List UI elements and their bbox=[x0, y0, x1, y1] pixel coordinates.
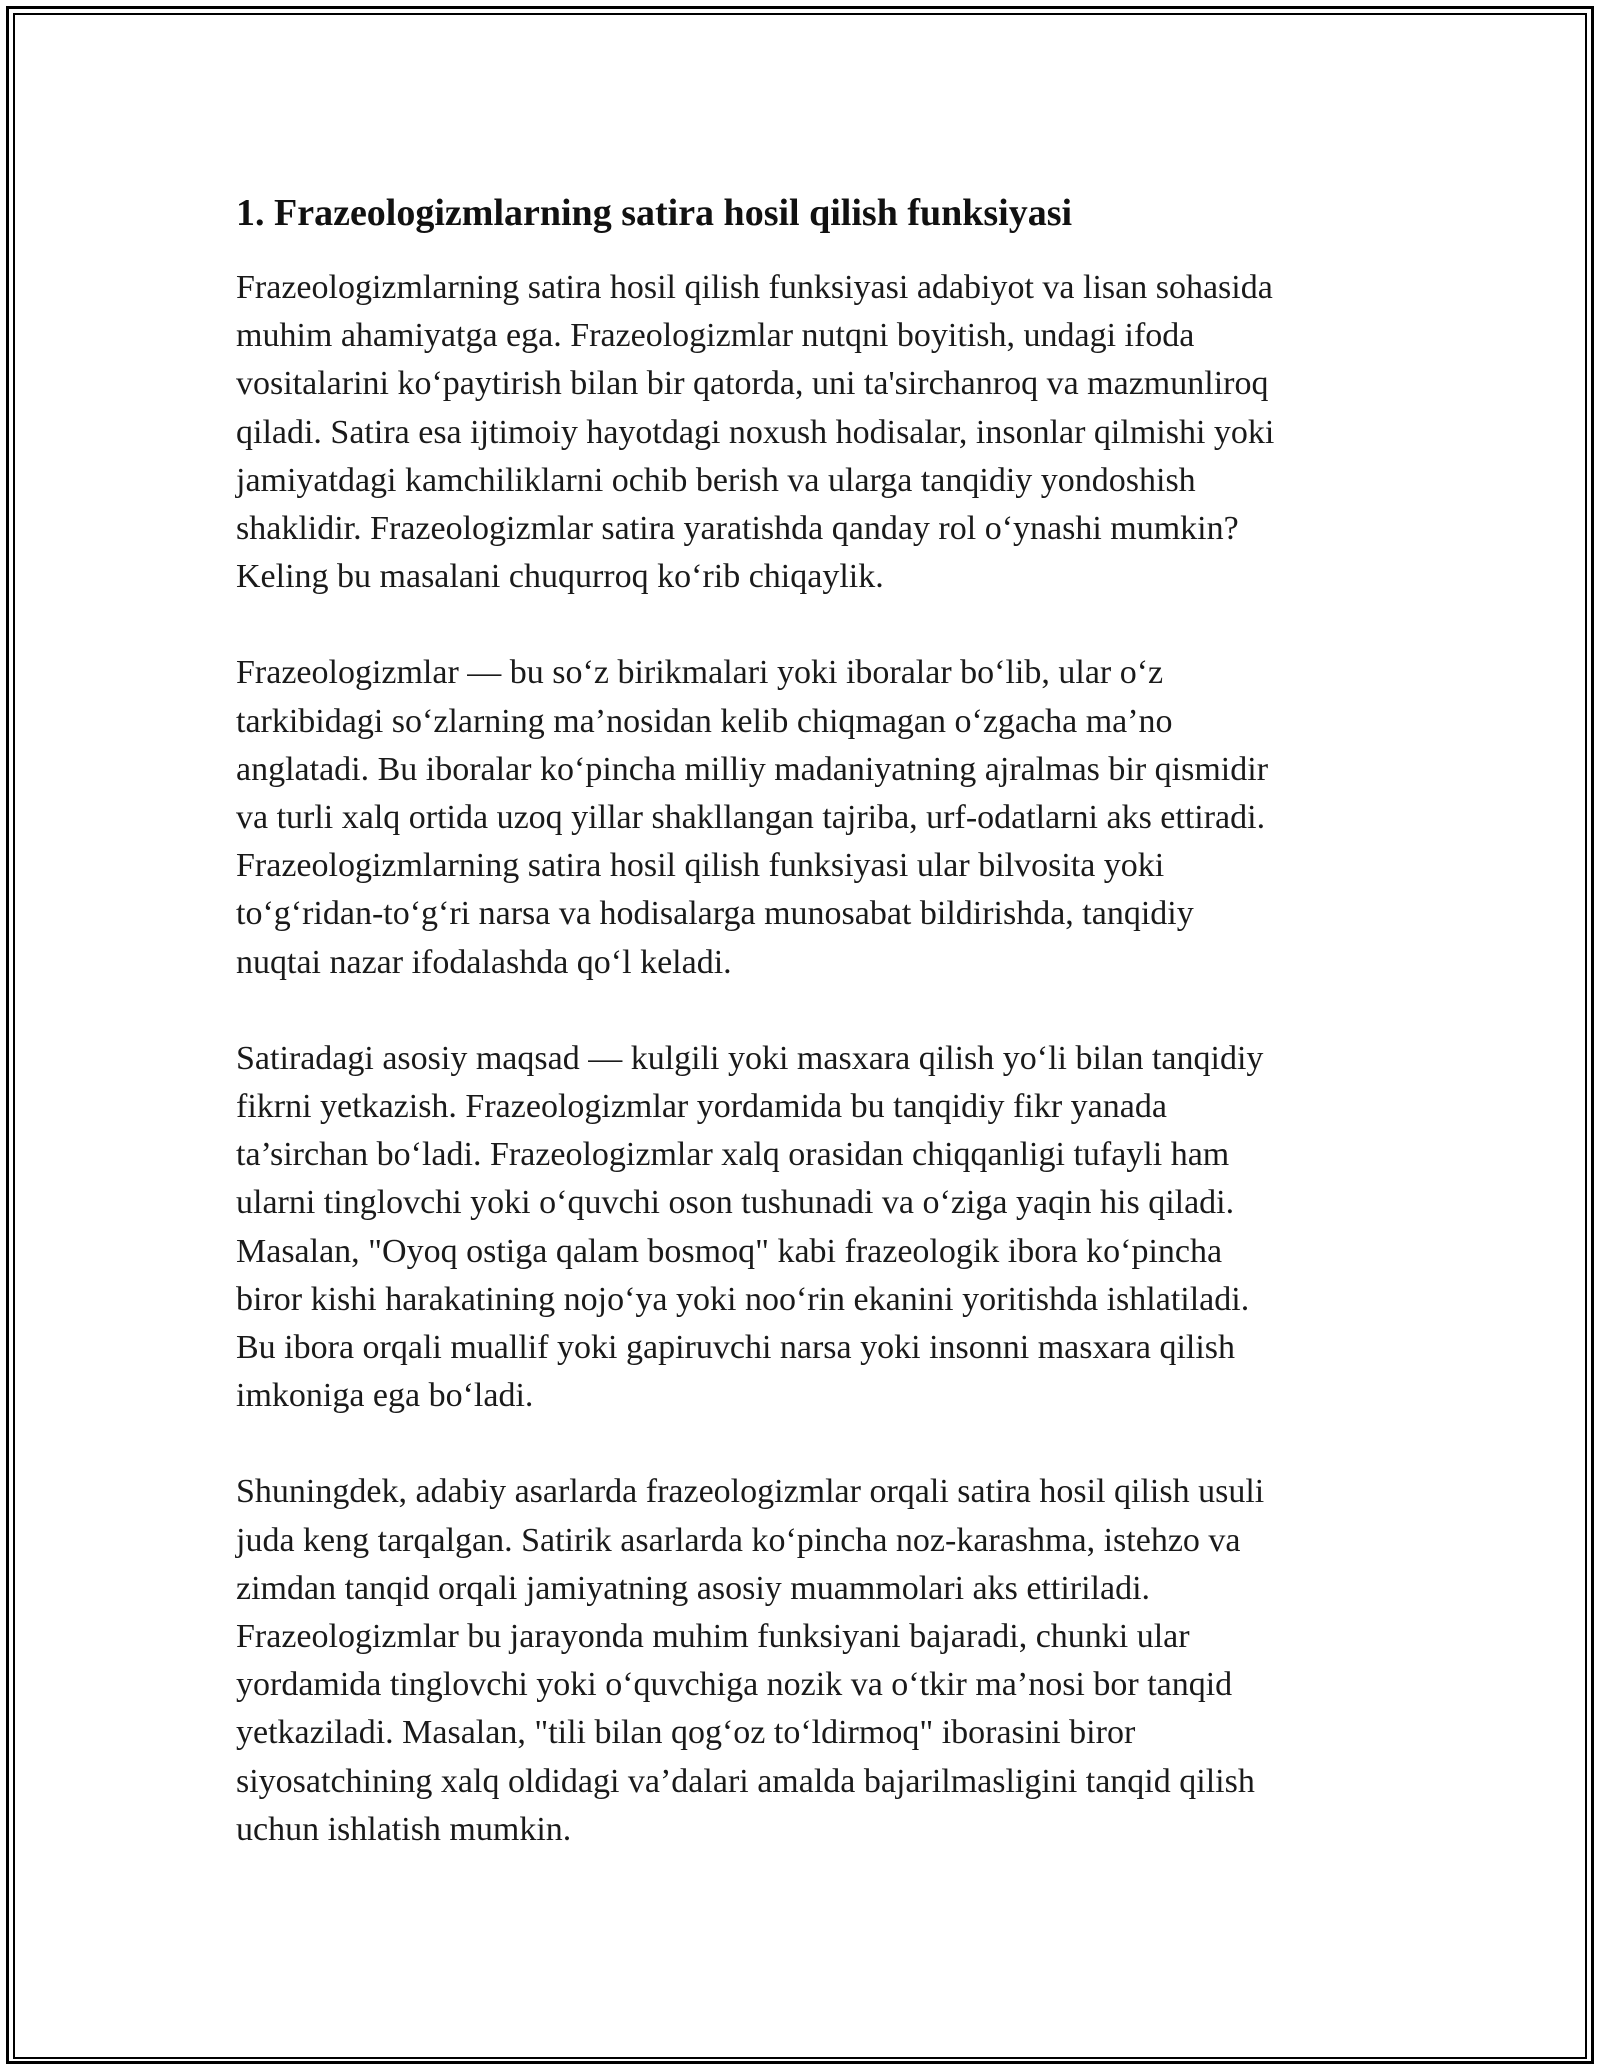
text-line: Masalan, "Oyoq ostiga qalam bosmoq" kabi frazeologik ibora ko‘pincha bbox=[236, 1232, 1223, 1270]
text-line: Shuningdek, adabiy asarlarda frazeologizmlar orqali satira hosil qilish usuli bbox=[236, 1473, 1265, 1511]
text-line: imkoniga ega bo‘ladi. bbox=[236, 1377, 534, 1415]
text-line: Frazeologizmlarning satira hosil qilish funksiyasi ular bilvosita yoki bbox=[236, 847, 1165, 885]
text-line: fikrni yetkazish. Frazeologizmlar yordamida bu tanqidiy fikr yanada bbox=[236, 1088, 1167, 1126]
text-line: muhim ahamiyatga ega. Frazeologizmlar nutqni boyitish, undagi ifoda bbox=[236, 317, 1195, 355]
section-heading: 1. Frazeologizmlarning satira hosil qilish funksiyasi bbox=[236, 192, 1073, 234]
text-line: uchun ishlatish mumkin. bbox=[236, 1810, 572, 1848]
text-line: Bu ibora orqali muallif yoki gapiruvchi narsa yoki insonni masxara qilish bbox=[236, 1329, 1236, 1367]
text-line: yetkaziladi. Masalan, "tili bilan qog‘oz to‘ldirmoq" iborasini biror bbox=[236, 1714, 1136, 1752]
paragraph-literary-works bbox=[236, 1468, 1386, 1854]
text-line: tarkibidagi so‘zlarning ma’nosidan kelib chiqmagan o‘zgacha ma’no bbox=[236, 702, 1173, 740]
text-line: yordamida tinglovchi yoki o‘quvchiga nozik va o‘tkir ma’nosi bor tanqid bbox=[236, 1666, 1233, 1704]
paragraph-intro bbox=[236, 264, 1386, 601]
text-line: Keling bu masalani chuqurroq ko‘rib chiqaylik. bbox=[236, 558, 884, 596]
text-line: Frazeologizmlar bu jarayonda muhim funksiyani bajaradi, chunki ular bbox=[236, 1618, 1190, 1656]
text-line: vositalarini ko‘paytirish bilan bir qatorda, uni ta'sirchanroq va mazmunliroq bbox=[236, 365, 1269, 403]
text-line: to‘g‘ridan-to‘g‘ri narsa va hodisalarga munosabat bildirishda, tanqidiy bbox=[236, 895, 1194, 933]
paragraph-definition bbox=[236, 649, 1386, 986]
text-line: anglatadi. Bu iboralar ko‘pincha milliy madaniyatning ajralmas bir qismidir bbox=[236, 750, 1269, 788]
text-line: nuqtai nazar ifodalashda qo‘l keladi. bbox=[236, 943, 732, 981]
document-body bbox=[236, 188, 1386, 1854]
text-line: va turli xalq ortida uzoq yillar shakllangan tajriba, urf-odatlarni aks ettiradi. bbox=[236, 799, 1266, 837]
text-line: Frazeologizmlar — bu so‘z birikmalari yoki iboralar bo‘lib, ular o‘z bbox=[236, 654, 1164, 692]
text-line: ta’sirchan bo‘ladi. Frazeologizmlar xalq orasidan chiqqanligi tufayli ham bbox=[236, 1136, 1230, 1174]
text-line: juda keng tarqalgan. Satirik asarlarda ko‘pincha noz-karashma, istehzo va bbox=[236, 1521, 1241, 1559]
text-line: Satiradagi asosiy maqsad — kulgili yoki masxara qilish yo‘li bilan tanqidiy bbox=[236, 1039, 1264, 1077]
text-line: siyosatchining xalq oldidagi va’dalari amalda bajarilmasligini tanqid qilish bbox=[236, 1762, 1255, 1800]
text-line: ularni tinglovchi yoki o‘quvchi oson tushunadi va o‘ziga yaqin his qiladi. bbox=[236, 1184, 1235, 1222]
text-line: jamiyatdagi kamchiliklarni ochib berish va ularga tanqidiy yondoshish bbox=[236, 461, 1196, 499]
text-line: shaklidir. Frazeologizmlar satira yaratishda qanday rol o‘ynashi mumkin? bbox=[236, 510, 1239, 548]
text-line: Frazeologizmlarning satira hosil qilish funksiyasi adabiyot va lisan sohasida bbox=[236, 269, 1273, 306]
text-line: biror kishi harakatining nojo‘ya yoki noo‘rin ekanini yoritishda ishlatiladi. bbox=[236, 1280, 1250, 1318]
text-line: qiladi. Satira esa ijtimoiy hayotdagi noxush hodisalar, insonlar qilmishi yoki bbox=[236, 413, 1275, 451]
text-line: zimdan tanqid orqali jamiyatning asosiy muammolari aks ettiriladi. bbox=[236, 1569, 1151, 1607]
paragraph-satire-purpose bbox=[236, 1035, 1386, 1421]
